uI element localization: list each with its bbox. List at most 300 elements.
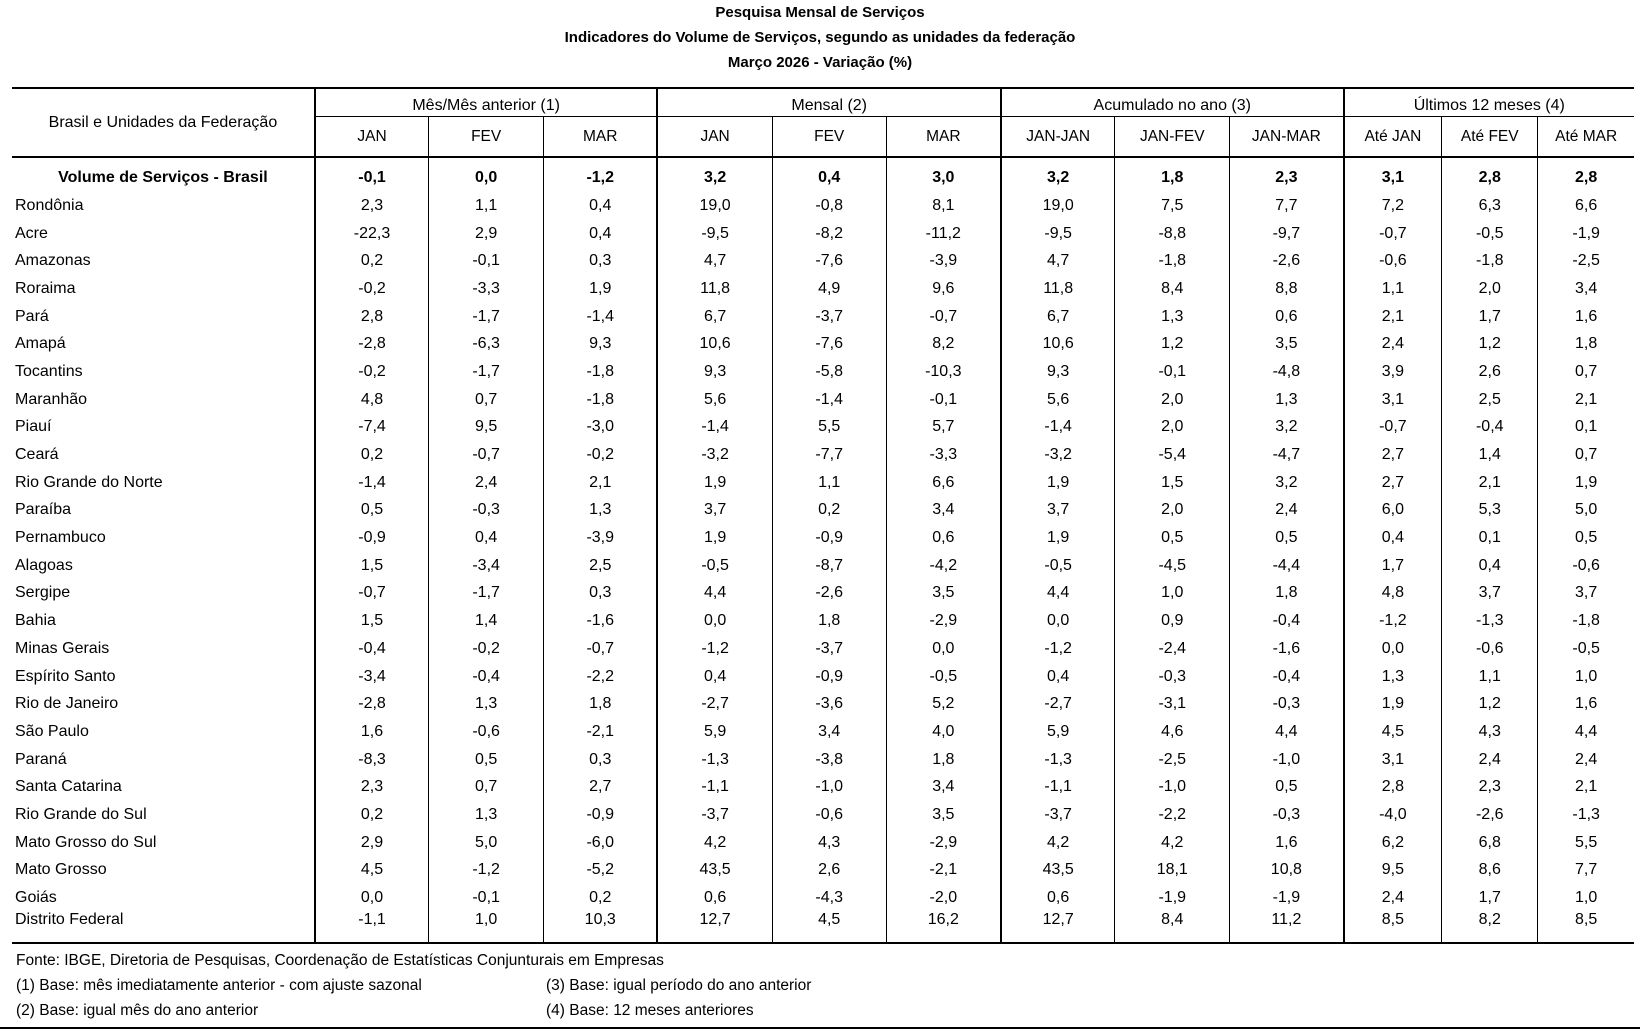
table-cell: -1,4 bbox=[544, 303, 658, 331]
table-cell: 2,0 bbox=[1115, 414, 1230, 442]
group-header-mes-mes-anterior: Mês/Mês anterior (1) bbox=[315, 88, 658, 117]
table-cell: 3,7 bbox=[657, 497, 772, 525]
table-cell: 4,4 bbox=[1538, 718, 1634, 746]
table-row bbox=[12, 663, 1634, 691]
table-cell: 0,2 bbox=[315, 801, 429, 829]
table-cell: -1,8 bbox=[544, 358, 658, 386]
table-cell: -3,7 bbox=[772, 303, 886, 331]
col-header: FEV bbox=[772, 117, 886, 158]
period-title: Março 2026 - Variação (%) bbox=[727, 54, 913, 71]
table-cell: -4,2 bbox=[886, 552, 1001, 580]
row-label: Mato Grosso do Sul bbox=[15, 833, 157, 851]
table-cell: -9,5 bbox=[657, 220, 772, 248]
table-cell: -6,0 bbox=[544, 829, 658, 857]
footnote-row bbox=[16, 973, 1626, 998]
table-cell: -1,3 bbox=[1538, 801, 1634, 829]
table-cell: 4,5 bbox=[315, 857, 429, 885]
table-cell: 6,3 bbox=[1442, 192, 1538, 220]
table-cell: -4,3 bbox=[772, 884, 886, 912]
table-cell: 0,6 bbox=[886, 524, 1001, 552]
table-cell: 7,5 bbox=[1115, 192, 1230, 220]
table-cell: -1,3 bbox=[1442, 607, 1538, 635]
table-cell: -2,6 bbox=[772, 580, 886, 608]
col-header: Até FEV bbox=[1442, 117, 1538, 158]
table-cell: -6,3 bbox=[429, 330, 544, 358]
table-cell: 2,5 bbox=[1442, 386, 1538, 414]
table-cell: 9,5 bbox=[1344, 857, 1442, 885]
footnote-2: (2) Base: igual mês do ano anterior bbox=[16, 1002, 259, 1019]
table-cell: -1,1 bbox=[657, 773, 772, 801]
table-row bbox=[12, 330, 1634, 358]
col-header: JAN-FEV bbox=[1115, 117, 1230, 158]
table-cell: 0,6 bbox=[1230, 303, 1344, 331]
table-cell: 2,1 bbox=[1538, 386, 1634, 414]
table-cell: -8,3 bbox=[315, 746, 429, 774]
table-cell: 2,4 bbox=[1344, 330, 1442, 358]
table-cell: -7,6 bbox=[772, 330, 886, 358]
table-cell: 1,7 bbox=[1442, 303, 1538, 331]
table-cell: 1,4 bbox=[1442, 441, 1538, 469]
table-row bbox=[12, 220, 1634, 248]
table-cell: 0,5 bbox=[1115, 524, 1230, 552]
table-cell: 1,1 bbox=[1344, 275, 1442, 303]
row-label: Piauí bbox=[15, 418, 52, 436]
table-cell: 1,9 bbox=[1344, 690, 1442, 718]
table-cell: -1,0 bbox=[1230, 746, 1344, 774]
table-cell: 5,9 bbox=[657, 718, 772, 746]
table-cell: -0,4 bbox=[1442, 414, 1538, 442]
table-cell: 2,4 bbox=[1344, 884, 1442, 912]
table-cell: 0,7 bbox=[1538, 441, 1634, 469]
table-cell: 0,4 bbox=[429, 524, 544, 552]
table-cell: 1,6 bbox=[1230, 829, 1344, 857]
table-cell: 6,6 bbox=[886, 469, 1001, 497]
table-cell: 4,9 bbox=[772, 275, 886, 303]
table-cell: 0,7 bbox=[429, 386, 544, 414]
table-cell: 3,7 bbox=[1001, 497, 1115, 525]
table-cell: 0,4 bbox=[1442, 552, 1538, 580]
table-cell: -0,3 bbox=[1115, 663, 1230, 691]
table-cell: 0,3 bbox=[544, 746, 658, 774]
table-cell: 0,2 bbox=[544, 884, 658, 912]
table-cell: -2,2 bbox=[544, 663, 658, 691]
table-cell: 4,2 bbox=[657, 829, 772, 857]
table-cell: -0,2 bbox=[315, 275, 429, 303]
table-cell: 2,7 bbox=[544, 773, 658, 801]
table-cell: 4,4 bbox=[1230, 718, 1344, 746]
table-cell: 0,4 bbox=[657, 663, 772, 691]
table-cell: -0,2 bbox=[315, 358, 429, 386]
bottom-rule bbox=[0, 1027, 1640, 1029]
table-cell: 0,2 bbox=[315, 247, 429, 275]
table-cell: 16,2 bbox=[886, 912, 1001, 943]
footnote-1: (1) Base: mês imediatamente anterior - com ajuste sazonal bbox=[16, 977, 422, 994]
table-cell: -0,5 bbox=[1001, 552, 1115, 580]
table-cell: 2,9 bbox=[315, 829, 429, 857]
table-cell: -3,0 bbox=[544, 414, 658, 442]
table-cell: 0,0 bbox=[429, 157, 544, 192]
row-label: Ceará bbox=[15, 446, 59, 464]
table-cell: -0,6 bbox=[772, 801, 886, 829]
table-cell: 2,3 bbox=[315, 773, 429, 801]
table-cell: -0,4 bbox=[429, 663, 544, 691]
table-cell: 2,5 bbox=[544, 552, 658, 580]
table-cell: 8,5 bbox=[1344, 912, 1442, 943]
table-cell: 4,3 bbox=[772, 829, 886, 857]
table-cell: 1,0 bbox=[1538, 663, 1634, 691]
table-cell: 0,5 bbox=[429, 746, 544, 774]
table-cell: -2,5 bbox=[1538, 247, 1634, 275]
table-cell: 1,6 bbox=[315, 718, 429, 746]
row-label: Paraíba bbox=[15, 501, 72, 519]
table-cell: -1,6 bbox=[544, 607, 658, 635]
table-cell: -1,8 bbox=[544, 386, 658, 414]
row-label: Rondônia bbox=[15, 196, 84, 214]
table-cell: 1,9 bbox=[1001, 469, 1115, 497]
table-cell: 1,6 bbox=[1538, 303, 1634, 331]
table-row bbox=[12, 552, 1634, 580]
row-label: Alagoas bbox=[15, 556, 73, 574]
table-cell: 0,3 bbox=[544, 580, 658, 608]
table-cell: 0,5 bbox=[1230, 773, 1344, 801]
table-cell: -0,3 bbox=[1230, 801, 1344, 829]
table-cell: -3,7 bbox=[772, 635, 886, 663]
col-header: MAR bbox=[886, 117, 1001, 158]
table-cell: 1,9 bbox=[1538, 469, 1634, 497]
table-header bbox=[12, 88, 1634, 157]
table-cell: -0,9 bbox=[315, 524, 429, 552]
table-cell: 4,4 bbox=[1001, 580, 1115, 608]
table-cell: -3,3 bbox=[886, 441, 1001, 469]
table-footer bbox=[16, 948, 1626, 1023]
table-cell: -5,8 bbox=[772, 358, 886, 386]
table-cell: 2,8 bbox=[1344, 773, 1442, 801]
table-cell: 0,5 bbox=[1538, 524, 1634, 552]
table-cell: 0,0 bbox=[1001, 607, 1115, 635]
table-row bbox=[12, 275, 1634, 303]
table-cell: 0,4 bbox=[1001, 663, 1115, 691]
table-cell: 9,3 bbox=[657, 358, 772, 386]
table-cell: -0,7 bbox=[886, 303, 1001, 331]
table-cell: -0,1 bbox=[886, 386, 1001, 414]
table-cell: -0,3 bbox=[429, 497, 544, 525]
table-cell: 1,0 bbox=[429, 912, 544, 943]
table-cell: -1,4 bbox=[1001, 414, 1115, 442]
table-cell: 3,2 bbox=[657, 157, 772, 192]
table-cell: 19,0 bbox=[657, 192, 772, 220]
row-label: Minas Gerais bbox=[15, 639, 110, 657]
table-cell: 10,6 bbox=[1001, 330, 1115, 358]
table-cell: 2,0 bbox=[1115, 386, 1230, 414]
table-cell: 2,6 bbox=[772, 857, 886, 885]
col-header: JAN-MAR bbox=[1230, 117, 1344, 158]
table-cell: -2,9 bbox=[886, 607, 1001, 635]
table-cell: 7,7 bbox=[1538, 857, 1634, 885]
table-cell: 5,0 bbox=[1538, 497, 1634, 525]
table-cell: 6,0 bbox=[1344, 497, 1442, 525]
table-cell: -3,7 bbox=[1001, 801, 1115, 829]
table-cell: 6,2 bbox=[1344, 829, 1442, 857]
table-row bbox=[12, 358, 1634, 386]
table-cell: 1,7 bbox=[1442, 884, 1538, 912]
table-cell: 2,1 bbox=[1442, 469, 1538, 497]
table-cell: 1,1 bbox=[772, 469, 886, 497]
table-cell: 2,0 bbox=[1115, 497, 1230, 525]
table-row bbox=[12, 469, 1634, 497]
table-cell: 5,3 bbox=[1442, 497, 1538, 525]
table-cell: -2,6 bbox=[1442, 801, 1538, 829]
table-cell: -3,4 bbox=[315, 663, 429, 691]
table-cell: -0,1 bbox=[429, 884, 544, 912]
table-row bbox=[12, 303, 1634, 331]
table-titles bbox=[0, 0, 1640, 75]
table-cell: 4,4 bbox=[657, 580, 772, 608]
table-cell: 3,0 bbox=[886, 157, 1001, 192]
table-cell: -7,7 bbox=[772, 441, 886, 469]
table-cell: -7,6 bbox=[772, 247, 886, 275]
table-row bbox=[12, 690, 1634, 718]
table-cell: 4,2 bbox=[1115, 829, 1230, 857]
table-cell: -1,1 bbox=[1001, 773, 1115, 801]
table-cell: 5,0 bbox=[429, 829, 544, 857]
table-cell: -8,2 bbox=[772, 220, 886, 248]
table-cell: -1,1 bbox=[315, 912, 429, 943]
table-cell: -4,5 bbox=[1115, 552, 1230, 580]
table-cell: -0,6 bbox=[429, 718, 544, 746]
table-cell: 5,5 bbox=[772, 414, 886, 442]
page-subtitle: Indicadores do Volume de Serviços, segundo as unidades da federação bbox=[564, 29, 1076, 46]
table-cell: 3,1 bbox=[1344, 746, 1442, 774]
table-cell: 1,8 bbox=[1230, 580, 1344, 608]
table-cell: 4,0 bbox=[886, 718, 1001, 746]
table-cell: 1,0 bbox=[1115, 580, 1230, 608]
table-cell: 2,4 bbox=[429, 469, 544, 497]
table-cell: -0,7 bbox=[1344, 414, 1442, 442]
table-cell: -2,5 bbox=[1115, 746, 1230, 774]
table-cell: 1,4 bbox=[429, 607, 544, 635]
table-cell: -2,8 bbox=[315, 330, 429, 358]
table-cell: 6,8 bbox=[1442, 829, 1538, 857]
table-cell: 5,6 bbox=[657, 386, 772, 414]
table-cell: 0,0 bbox=[315, 884, 429, 912]
table-cell: 43,5 bbox=[1001, 857, 1115, 885]
table-cell: 1,8 bbox=[772, 607, 886, 635]
footnote-4: (4) Base: 12 meses anteriores bbox=[546, 1002, 754, 1019]
table-cell: 8,4 bbox=[1115, 275, 1230, 303]
table-cell: -2,0 bbox=[886, 884, 1001, 912]
col-header: JAN-JAN bbox=[1001, 117, 1115, 158]
table-cell: -0,4 bbox=[1230, 607, 1344, 635]
table-cell: 0,5 bbox=[315, 497, 429, 525]
row-label: Pernambuco bbox=[15, 529, 106, 547]
col-header: FEV bbox=[429, 117, 544, 158]
table-cell: 11,8 bbox=[657, 275, 772, 303]
row-label: Bahia bbox=[15, 612, 56, 630]
row-label: Amapá bbox=[15, 335, 66, 353]
table-cell: 9,3 bbox=[1001, 358, 1115, 386]
row-label: Acre bbox=[15, 224, 48, 242]
table-cell: -5,4 bbox=[1115, 441, 1230, 469]
table-cell: -3,3 bbox=[429, 275, 544, 303]
table-cell: -11,2 bbox=[886, 220, 1001, 248]
table-row bbox=[12, 635, 1634, 663]
footnote-row bbox=[16, 998, 1626, 1023]
table-cell: -1,9 bbox=[1538, 220, 1634, 248]
row-label: Santa Catarina bbox=[15, 778, 122, 796]
table-cell: 4,8 bbox=[1344, 580, 1442, 608]
table-cell: -1,4 bbox=[657, 414, 772, 442]
table-cell: -3,1 bbox=[1115, 690, 1230, 718]
row-label: Distrito Federal bbox=[12, 912, 315, 943]
table-cell: 2,8 bbox=[315, 303, 429, 331]
table-cell: -3,4 bbox=[429, 552, 544, 580]
table-row bbox=[12, 524, 1634, 552]
table-cell: -0,5 bbox=[1538, 635, 1634, 663]
table-row bbox=[12, 829, 1634, 857]
table-cell: 0,1 bbox=[1442, 524, 1538, 552]
table-cell: 8,6 bbox=[1442, 857, 1538, 885]
table-cell: 7,7 bbox=[1230, 192, 1344, 220]
row-label: Mato Grosso bbox=[15, 861, 107, 879]
table-cell: -1,3 bbox=[657, 746, 772, 774]
table-row bbox=[12, 192, 1634, 220]
table-cell: 2,3 bbox=[1230, 157, 1344, 192]
table-cell: 2,1 bbox=[1538, 773, 1634, 801]
table-cell: 43,5 bbox=[657, 857, 772, 885]
table-cell: -0,7 bbox=[1344, 220, 1442, 248]
table-cell: 0,1 bbox=[1538, 414, 1634, 442]
table-cell: -0,6 bbox=[1538, 552, 1634, 580]
table-cell: 6,6 bbox=[1538, 192, 1634, 220]
table-cell: 2,3 bbox=[315, 192, 429, 220]
table-cell: 3,7 bbox=[1538, 580, 1634, 608]
table-cell: 8,2 bbox=[886, 330, 1001, 358]
table-cell: 0,5 bbox=[1230, 524, 1344, 552]
table-cell: -1,2 bbox=[544, 157, 658, 192]
table-cell: -3,2 bbox=[657, 441, 772, 469]
table-cell: 0,2 bbox=[772, 497, 886, 525]
source-note: Fonte: IBGE, Diretoria de Pesquisas, Coordenação de Estatísticas Conjunturais em Empresas bbox=[16, 952, 664, 969]
table-cell: 3,7 bbox=[1442, 580, 1538, 608]
corner-header: Brasil e Unidades da Federação bbox=[12, 88, 315, 157]
table-cell: 8,2 bbox=[1442, 912, 1538, 943]
table-cell: -9,5 bbox=[1001, 220, 1115, 248]
table-cell: 1,5 bbox=[315, 607, 429, 635]
table-cell: 1,2 bbox=[1442, 690, 1538, 718]
table-cell: 12,7 bbox=[657, 912, 772, 943]
table-cell: -0,4 bbox=[1230, 663, 1344, 691]
table-cell: 10,3 bbox=[544, 912, 658, 943]
table-cell: 4,5 bbox=[1344, 718, 1442, 746]
table-cell: 1,8 bbox=[1115, 157, 1230, 192]
table-cell: -0,7 bbox=[544, 635, 658, 663]
table-cell: 0,4 bbox=[772, 157, 886, 192]
table-row bbox=[12, 247, 1634, 275]
table-cell: -22,3 bbox=[315, 220, 429, 248]
table-cell: -0,9 bbox=[772, 663, 886, 691]
table-cell: -1,2 bbox=[657, 635, 772, 663]
table-cell: 1,2 bbox=[1442, 330, 1538, 358]
table-cell: 2,4 bbox=[1230, 497, 1344, 525]
table-cell: -0,8 bbox=[772, 192, 886, 220]
table-cell: 2,7 bbox=[1344, 469, 1442, 497]
table-cell: 2,0 bbox=[1442, 275, 1538, 303]
table-cell: 10,8 bbox=[1230, 857, 1344, 885]
table-cell: 4,6 bbox=[1115, 718, 1230, 746]
table-cell: 3,5 bbox=[1230, 330, 1344, 358]
table-cell: -0,5 bbox=[1442, 220, 1538, 248]
table-cell: -0,2 bbox=[429, 635, 544, 663]
table-cell: 0,4 bbox=[1344, 524, 1442, 552]
table-cell: 4,5 bbox=[772, 912, 886, 943]
col-header: Até MAR bbox=[1538, 117, 1634, 158]
table-cell: 1,8 bbox=[1538, 330, 1634, 358]
table-cell: -1,4 bbox=[772, 386, 886, 414]
table-cell: 2,3 bbox=[1442, 773, 1538, 801]
table-cell: -3,2 bbox=[1001, 441, 1115, 469]
table-cell: 1,5 bbox=[315, 552, 429, 580]
table-cell: 3,2 bbox=[1230, 414, 1344, 442]
table-cell: 0,4 bbox=[544, 192, 658, 220]
table-cell: 8,5 bbox=[1538, 912, 1634, 943]
table-cell: -1,3 bbox=[1001, 746, 1115, 774]
table-cell: 4,2 bbox=[1001, 829, 1115, 857]
table-cell: 5,2 bbox=[886, 690, 1001, 718]
table-cell: 1,6 bbox=[1538, 690, 1634, 718]
table-cell: 11,2 bbox=[1230, 912, 1344, 943]
table-cell: 1,3 bbox=[544, 497, 658, 525]
table-cell: -8,7 bbox=[772, 552, 886, 580]
table-cell: 2,1 bbox=[1344, 303, 1442, 331]
table-cell: -0,1 bbox=[1115, 358, 1230, 386]
table-cell: 0,6 bbox=[1001, 884, 1115, 912]
table-cell: -4,8 bbox=[1230, 358, 1344, 386]
table-cell: 1,9 bbox=[657, 524, 772, 552]
row-label: Amazonas bbox=[15, 252, 91, 270]
table-cell: -0,1 bbox=[315, 157, 429, 192]
table-cell: 3,4 bbox=[772, 718, 886, 746]
row-label: Rio Grande do Sul bbox=[15, 805, 147, 823]
row-label: Espírito Santo bbox=[15, 667, 116, 685]
table-cell: -8,8 bbox=[1115, 220, 1230, 248]
table-cell: 11,8 bbox=[1001, 275, 1115, 303]
table-cell: 1,3 bbox=[429, 690, 544, 718]
table-cell: -2,1 bbox=[544, 718, 658, 746]
table-cell: -1,0 bbox=[772, 773, 886, 801]
table-cell: 2,8 bbox=[1538, 157, 1634, 192]
table-cell: 8,8 bbox=[1230, 275, 1344, 303]
table-cell: 7,2 bbox=[1344, 192, 1442, 220]
table-cell: 5,7 bbox=[886, 414, 1001, 442]
table-cell: 0,0 bbox=[886, 635, 1001, 663]
table-cell: -3,9 bbox=[544, 524, 658, 552]
table-row bbox=[12, 718, 1634, 746]
table-cell: 0,6 bbox=[657, 884, 772, 912]
table-cell: 2,8 bbox=[1442, 157, 1538, 192]
table-cell: 0,4 bbox=[544, 220, 658, 248]
table-cell: 1,3 bbox=[1115, 303, 1230, 331]
row-label: Paraná bbox=[15, 750, 67, 768]
table-cell: -1,2 bbox=[1001, 635, 1115, 663]
table-cell: 4,3 bbox=[1442, 718, 1538, 746]
table-row bbox=[12, 497, 1634, 525]
table-cell: 0,2 bbox=[315, 441, 429, 469]
table-cell: 18,1 bbox=[1115, 857, 1230, 885]
table-cell: 0,7 bbox=[1538, 358, 1634, 386]
table-cell: -2,8 bbox=[315, 690, 429, 718]
table-cell: -0,9 bbox=[544, 801, 658, 829]
table-row bbox=[12, 386, 1634, 414]
